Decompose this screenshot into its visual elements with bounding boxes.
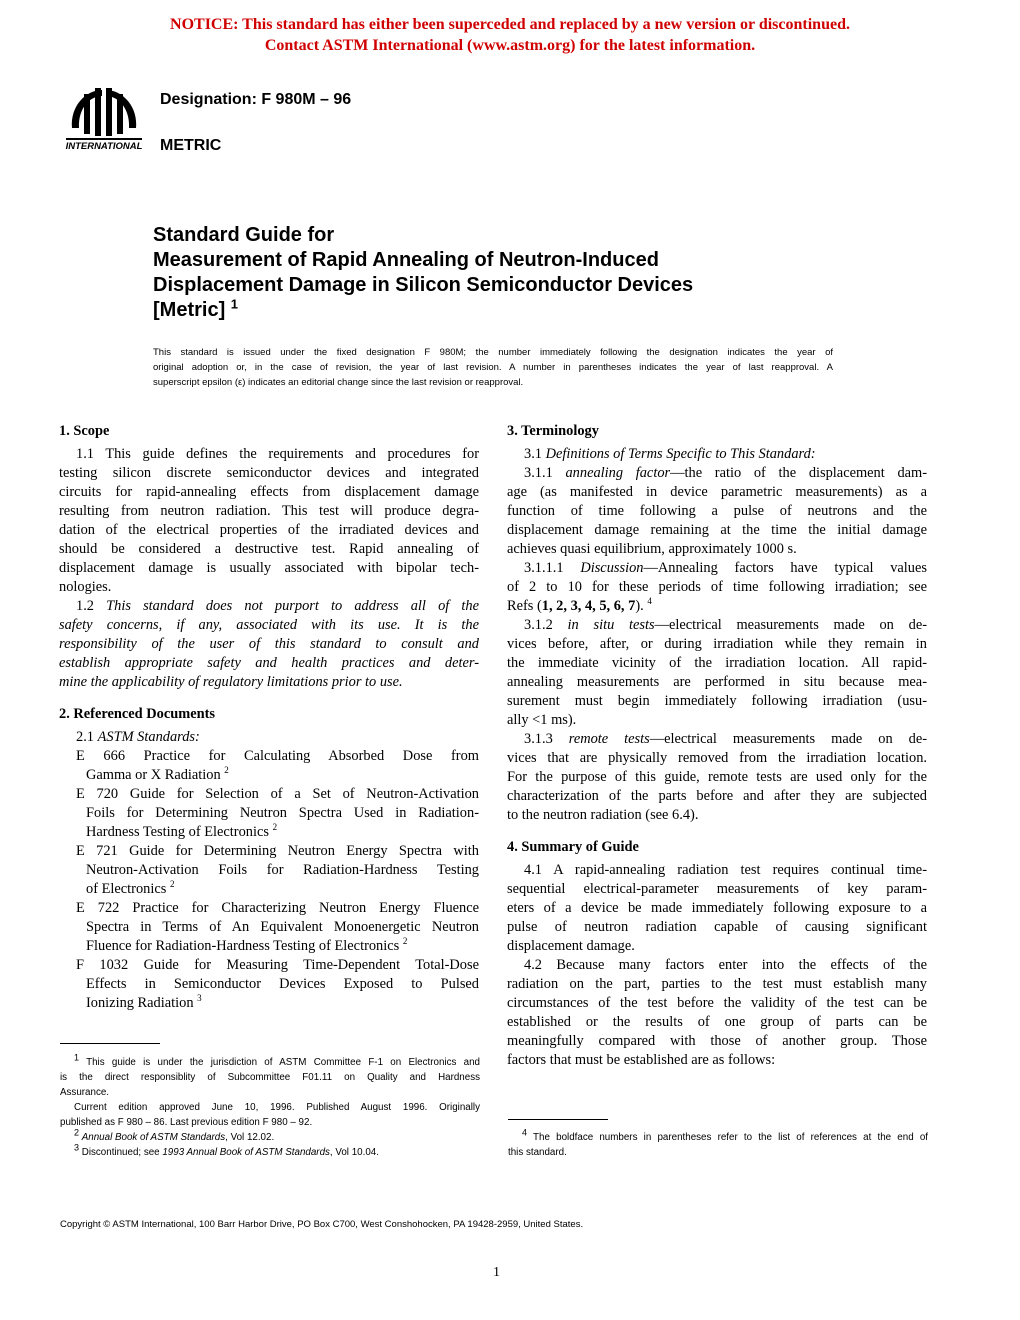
- footnote-line: Current edition approved June 10, 1996. Published August 1996. Originally: [74, 1102, 480, 1113]
- footnote-line: [60, 1052, 481, 1070]
- text-line: [507, 446, 816, 462]
- term: Discussion: [580, 560, 644, 576]
- issued-line: This standard is issued under the fixed designation F 980M; the number immediately following the designation indicates the year of: [153, 347, 833, 358]
- supersede-notice: [0, 14, 1020, 56]
- text-line: [59, 937, 479, 956]
- text-line: 1.1 This guide defines the requirements and procedures for: [76, 446, 479, 462]
- footnote-mark: 1: [74, 1052, 80, 1063]
- text-line: E 666 Practice for Calculating Absorbed Dose from: [76, 748, 479, 764]
- footnote-mark: 4: [647, 596, 652, 607]
- page-number: 1: [493, 1265, 500, 1280]
- designation: Designation: F 980M – 96: [160, 91, 352, 108]
- text-line: displacement damage is usually associated with bipolar tech-: [59, 560, 479, 576]
- footnote-mark: 2: [224, 765, 229, 776]
- text-line: [59, 823, 479, 842]
- italic-text: ASTM Standards:: [97, 729, 200, 745]
- term-3-1-2: [507, 616, 927, 730]
- text-line: Foils for Determining Neutron Spectra Used in Radiation-: [86, 805, 479, 821]
- title-metric: [Metric]: [153, 299, 226, 321]
- text-line: meaningfully compared with those of another group. Those: [507, 1033, 927, 1049]
- text-line: to the neutron radiation (see 6.4).: [507, 807, 699, 823]
- term-3-1: [507, 445, 927, 464]
- scope-heading: 1. Scope: [59, 423, 110, 439]
- text-line: [507, 616, 927, 635]
- text-line: eters of a device be made immediately following exposure to a: [507, 900, 927, 916]
- text-line: factors that must be established are as follows:: [507, 1052, 776, 1068]
- text-line: [507, 597, 927, 616]
- ref-text: of Electronics: [86, 881, 167, 897]
- text-line: Neutron-Activation Foils for Radiation-Hardness Testing: [86, 862, 479, 878]
- text-line: [59, 597, 479, 616]
- text-line: [507, 559, 927, 578]
- summary-4-1: [507, 861, 927, 956]
- text-run: This guide is under the jurisdiction of ASTM Committee F-1 on Electronics and: [86, 1057, 481, 1068]
- text-line: ally <1 ms).: [507, 712, 577, 728]
- title-line-4: [153, 298, 693, 323]
- footnote-line: Assurance.: [60, 1087, 110, 1098]
- text-run: , Vol 12.02.: [225, 1132, 275, 1143]
- title-line-2: Measurement of Rapid Annealing of Neutron-Induced: [153, 249, 659, 271]
- text-line: Spectra in Terms of An Equivalent Monoenergetic Neutron: [86, 919, 479, 935]
- term: in situ tests: [567, 617, 655, 633]
- para-number: 3.1.1: [524, 465, 553, 481]
- footnotes-left: [60, 1052, 481, 1160]
- text-line: [59, 994, 479, 1013]
- summary-4-2: [507, 956, 927, 1070]
- text-line: achieves quasi equilibrium, approximately 1000 s.: [507, 541, 797, 557]
- ref-e720: [59, 785, 479, 842]
- text-line: E 721 Guide for Determining Neutron Energy Spectra with: [76, 843, 479, 859]
- term-3-1-1: [507, 464, 927, 559]
- footnote-divider-right: [508, 1119, 608, 1120]
- text-line: [59, 880, 479, 899]
- text-line: For the purpose of this guide, remote tests are used only for the: [507, 769, 927, 785]
- text-line: surement must begin immediately following irradiation (usu-: [507, 693, 927, 709]
- footnote-line: [508, 1127, 929, 1145]
- text-line: age (as manifested in device parametric measurements) as a: [507, 484, 927, 500]
- text-run: —electrical measurements made on de-: [654, 617, 927, 633]
- text-line: vices before, after, or during irradiation while they remain in: [507, 636, 927, 652]
- text-run: The boldface numbers in parentheses refer to the list of references at the end of: [533, 1132, 929, 1143]
- text-line: nologies.: [59, 579, 112, 595]
- terminology-heading: 3. Terminology: [507, 423, 599, 439]
- ref-text: Gamma or X Radiation: [86, 767, 221, 783]
- italic-text: 1993 Annual Book of ASTM Standards: [162, 1147, 330, 1158]
- footnote-mark: 2: [402, 936, 408, 947]
- text-line: E 722 Practice for Characterizing Neutron Energy Fluence: [76, 900, 479, 916]
- text-line: displacement damage remaining at the time the initial damage: [507, 522, 927, 538]
- footnote-line: [60, 1142, 480, 1160]
- term-3-1-3: [507, 730, 927, 825]
- issued-line: superscript epsilon (ε) indicates an editorial change since the last revision or reapproval.: [153, 377, 524, 388]
- text-line: [507, 464, 927, 483]
- italic-text: Annual Book of ASTM Standards: [81, 1132, 226, 1143]
- title-line-3: Displacement Damage in Silicon Semiconductor Devices: [153, 274, 694, 296]
- para-number: 2.1: [76, 729, 94, 745]
- scope-1-1: [59, 445, 479, 597]
- term: annealing factor: [565, 465, 671, 481]
- para-number: 3.1.3: [524, 731, 553, 747]
- text-run: —electrical measurements made on de-: [649, 731, 927, 747]
- text-line: established or the results of one group of parts can be: [507, 1014, 927, 1030]
- metric-label: METRIC: [160, 137, 222, 154]
- text-run: , Vol 10.04.: [329, 1147, 379, 1158]
- text-line: establish appropriate safety and health practices and deter-: [59, 655, 479, 671]
- text-line: dation of the electrical properties of the irradiated devices and: [59, 522, 479, 538]
- text-run: ).: [635, 598, 644, 614]
- footnote-line: this standard.: [508, 1147, 567, 1158]
- issued-statement: [153, 345, 833, 390]
- footnote-mark: 3: [197, 993, 202, 1004]
- text-line: the immediate vicinity of the irradiation location. All rapid-: [507, 655, 927, 671]
- footnote-mark: 3: [74, 1142, 80, 1153]
- title-footnote-mark: 1: [230, 296, 239, 312]
- summary-heading: 4. Summary of Guide: [507, 839, 639, 855]
- text-run: —Annealing factors have typical values: [643, 560, 927, 576]
- text-line: [59, 729, 200, 745]
- ref-text: Hardness Testing of Electronics: [86, 824, 269, 840]
- italic-text: Definitions of Terms Specific to This Standard:: [545, 446, 816, 462]
- right-column: [507, 422, 927, 1070]
- text-run: Refs (: [507, 598, 542, 614]
- title-line-1: Standard Guide for: [153, 224, 335, 246]
- text-line: annealing measurements are performed in situ because mea-: [507, 674, 927, 690]
- text-line: circuits for rapid-annealing effects from displacement damage: [59, 484, 479, 500]
- ref-text: Fluence for Radiation-Hardness Testing of Electronics: [86, 938, 400, 954]
- footnote-line: is the direct responsiblity of Subcommittee F01.11 on Quality and Hardness: [60, 1072, 480, 1083]
- term: remote tests: [568, 731, 650, 747]
- copyright: Copyright © ASTM International, 100 Barr Harbor Drive, PO Box C700, West Conshohocken, PA 19428-2959, United States.: [60, 1219, 584, 1230]
- text-line: [507, 730, 927, 749]
- referenced-heading: 2. Referenced Documents: [59, 706, 215, 722]
- footnote-divider-left: [60, 1043, 160, 1044]
- logo-text: INTERNATIONAL: [65, 141, 143, 152]
- left-column: [59, 422, 479, 1013]
- ref-text: Ionizing Radiation: [86, 995, 194, 1011]
- text-line: vices that are physically removed from the irradiation location.: [507, 750, 927, 766]
- footnotes-right: [508, 1127, 929, 1160]
- text-line: responsibility of the user of this standard to consult and: [59, 636, 479, 652]
- bold-refs: 1, 2, 3, 4, 5, 6, 7: [541, 598, 636, 614]
- referenced-2-1: [59, 728, 479, 747]
- issued-line: original adoption or, in the case of revision, the year of last revision. A number in parentheses indicates the year of last reapproval. A: [153, 362, 833, 373]
- text-line: characterization of the parts before and after they are subjected: [507, 788, 927, 804]
- italic-text: This standard does not purport to address all of the: [106, 598, 479, 614]
- text-line: 4.1 A rapid-annealing radiation test requires continual time-: [524, 862, 927, 878]
- text-line: Effects in Semiconductor Devices Exposed to Pulsed: [86, 976, 479, 992]
- text-line: E 720 Guide for Selection of a Set of Neutron-Activation: [76, 786, 479, 802]
- ref-e721: [59, 842, 479, 899]
- text-line: mine the applicability of regulatory limitations prior to use.: [59, 674, 403, 690]
- footnote-mark: 2: [169, 879, 175, 890]
- notice-line-1: NOTICE: This standard has either been superceded and replaced by a new version or discontinued.: [170, 16, 850, 33]
- footnote-line: [60, 1127, 480, 1145]
- para-number: 3.1: [524, 446, 542, 462]
- document-title: [153, 223, 693, 323]
- footnote-mark: 2: [272, 822, 278, 833]
- text-line: function of time following a pulse of neutrons and the: [507, 503, 927, 519]
- ref-e722: [59, 899, 479, 956]
- text-run: Discontinued; see: [81, 1147, 163, 1158]
- footnote-mark: 2: [74, 1127, 80, 1138]
- scope-1-2: [59, 597, 479, 692]
- ref-f1032: [59, 956, 479, 1013]
- text-line: [59, 766, 479, 785]
- text-line: radiation on the part, parties to the test must establish many: [507, 976, 927, 992]
- notice-line-2: Contact ASTM International (www.astm.org) for the latest information.: [264, 37, 756, 54]
- text-line: 4.2 Because many factors enter into the effects of the: [524, 957, 927, 973]
- text-line: should be considered a destructive test. Rapid annealing of: [59, 541, 479, 557]
- text-line: resulting from neutron radiation. This test will produce degra-: [59, 503, 479, 519]
- ref-e666: [59, 747, 479, 785]
- text-line: testing silicon discrete semiconductor devices and integrated: [59, 465, 479, 481]
- text-line: pulse of neutron radiation capable of causing significant: [507, 919, 927, 935]
- footnote-mark: 4: [522, 1127, 528, 1138]
- text-line: F 1032 Guide for Measuring Time-Dependent Total-Dose: [76, 957, 479, 973]
- para-number: 1.2: [76, 598, 94, 614]
- astm-logo-icon: [62, 78, 146, 158]
- text-line: safety concerns, if any, associated with its use. It is the: [59, 617, 479, 633]
- para-number: 3.1.2: [524, 617, 553, 633]
- text-line: circumstances of the test before the validity of the test can be: [507, 995, 927, 1011]
- text-line: displacement damage.: [507, 938, 635, 954]
- footnote-line: published as F 980 – 86. Last previous edition F 980 – 92.: [60, 1117, 313, 1128]
- text-line: of 2 to 10 for these periods of time following irradiation; see: [507, 579, 927, 595]
- text-line: sequential electrical-parameter measurements of key param-: [507, 881, 927, 897]
- term-3-1-1-1: [507, 559, 927, 616]
- text-run: —the ratio of the displacement dam-: [670, 465, 928, 481]
- para-number: 3.1.1.1: [524, 560, 564, 576]
